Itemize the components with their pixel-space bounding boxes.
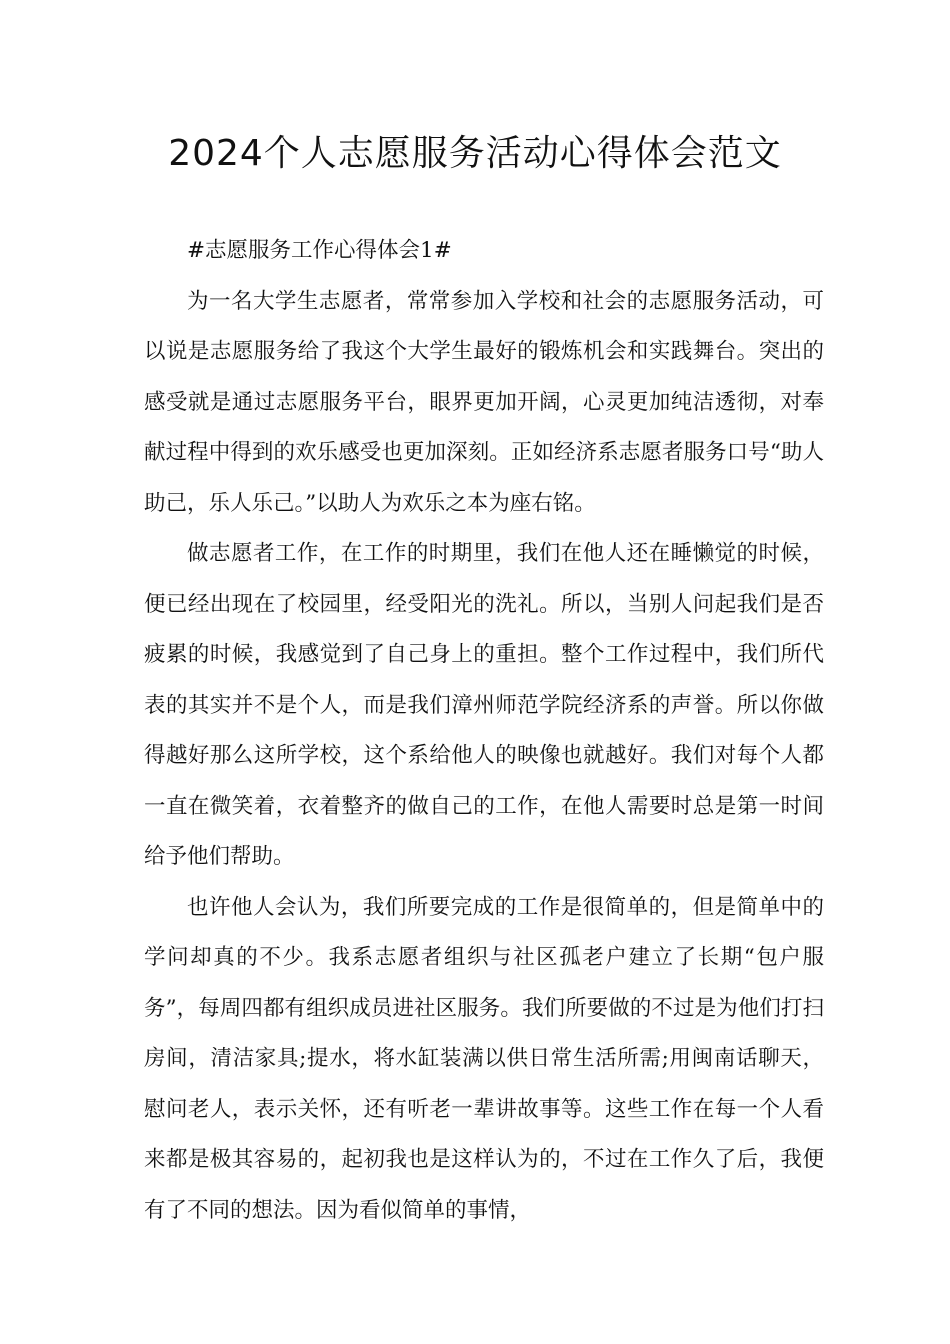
- section-heading: #志愿服务工作心得体会1#: [187, 238, 452, 263]
- paragraph: 为一名大学生志愿者，常常参加入学校和社会的志愿服务活动，可以说是志愿服务给了我这个大学生最好的锻炼机会和实践舞台。突出的感受就是通过志愿服务平台，眼界更加开阔，心灵更加纯洁透彻，对奉献过程中得到的欢乐感受也更加深刻。正如经济系志愿者服务口号“助人助己，乐人乐己。”以助人为欢乐之本为座右铭。: [144, 288, 824, 516]
- paragraph: 也许他人会认为，我们所要完成的工作是很简单的，但是简单中的学问却真的不少。我系志愿者组织与社区孤老户建立了长期“包户服务”，每周四都有组织成员进社区服务。我们所要做的不过是为他们打扫房间，清洁家具;提水，将水缸装满以供日常生活所需;用闽南话聊天，慰问老人，表示关怀，还有听老一辈讲故事等。这些工作在每一个人看来都是极其容易的，起初我也是这样认为的，不过在工作久了后，我便有了不同的想法。因为看似简单的事情，: [144, 894, 824, 1223]
- document-title: 2024个人志愿服务活动心得体会范文: [168, 133, 782, 174]
- paragraph: 做志愿者工作，在工作的时期里，我们在他人还在睡懒觉的时候，便已经出现在了校园里，经受阳光的洗礼。所以，当别人问起我们是否疲累的时候，我感觉到了自己身上的重担。整个工作过程中，我们所代表的其实并不是个人，而是我们漳州师范学院经济系的声誉。所以你做得越好那么这所学校，这个系给他人的映像也就越好。我们对每个人都一直在微笑着，衣着整齐的做自己的工作，在他人需要时总是第一时间给予他们帮助。: [144, 541, 824, 869]
- document-body: [144, 226, 824, 1236]
